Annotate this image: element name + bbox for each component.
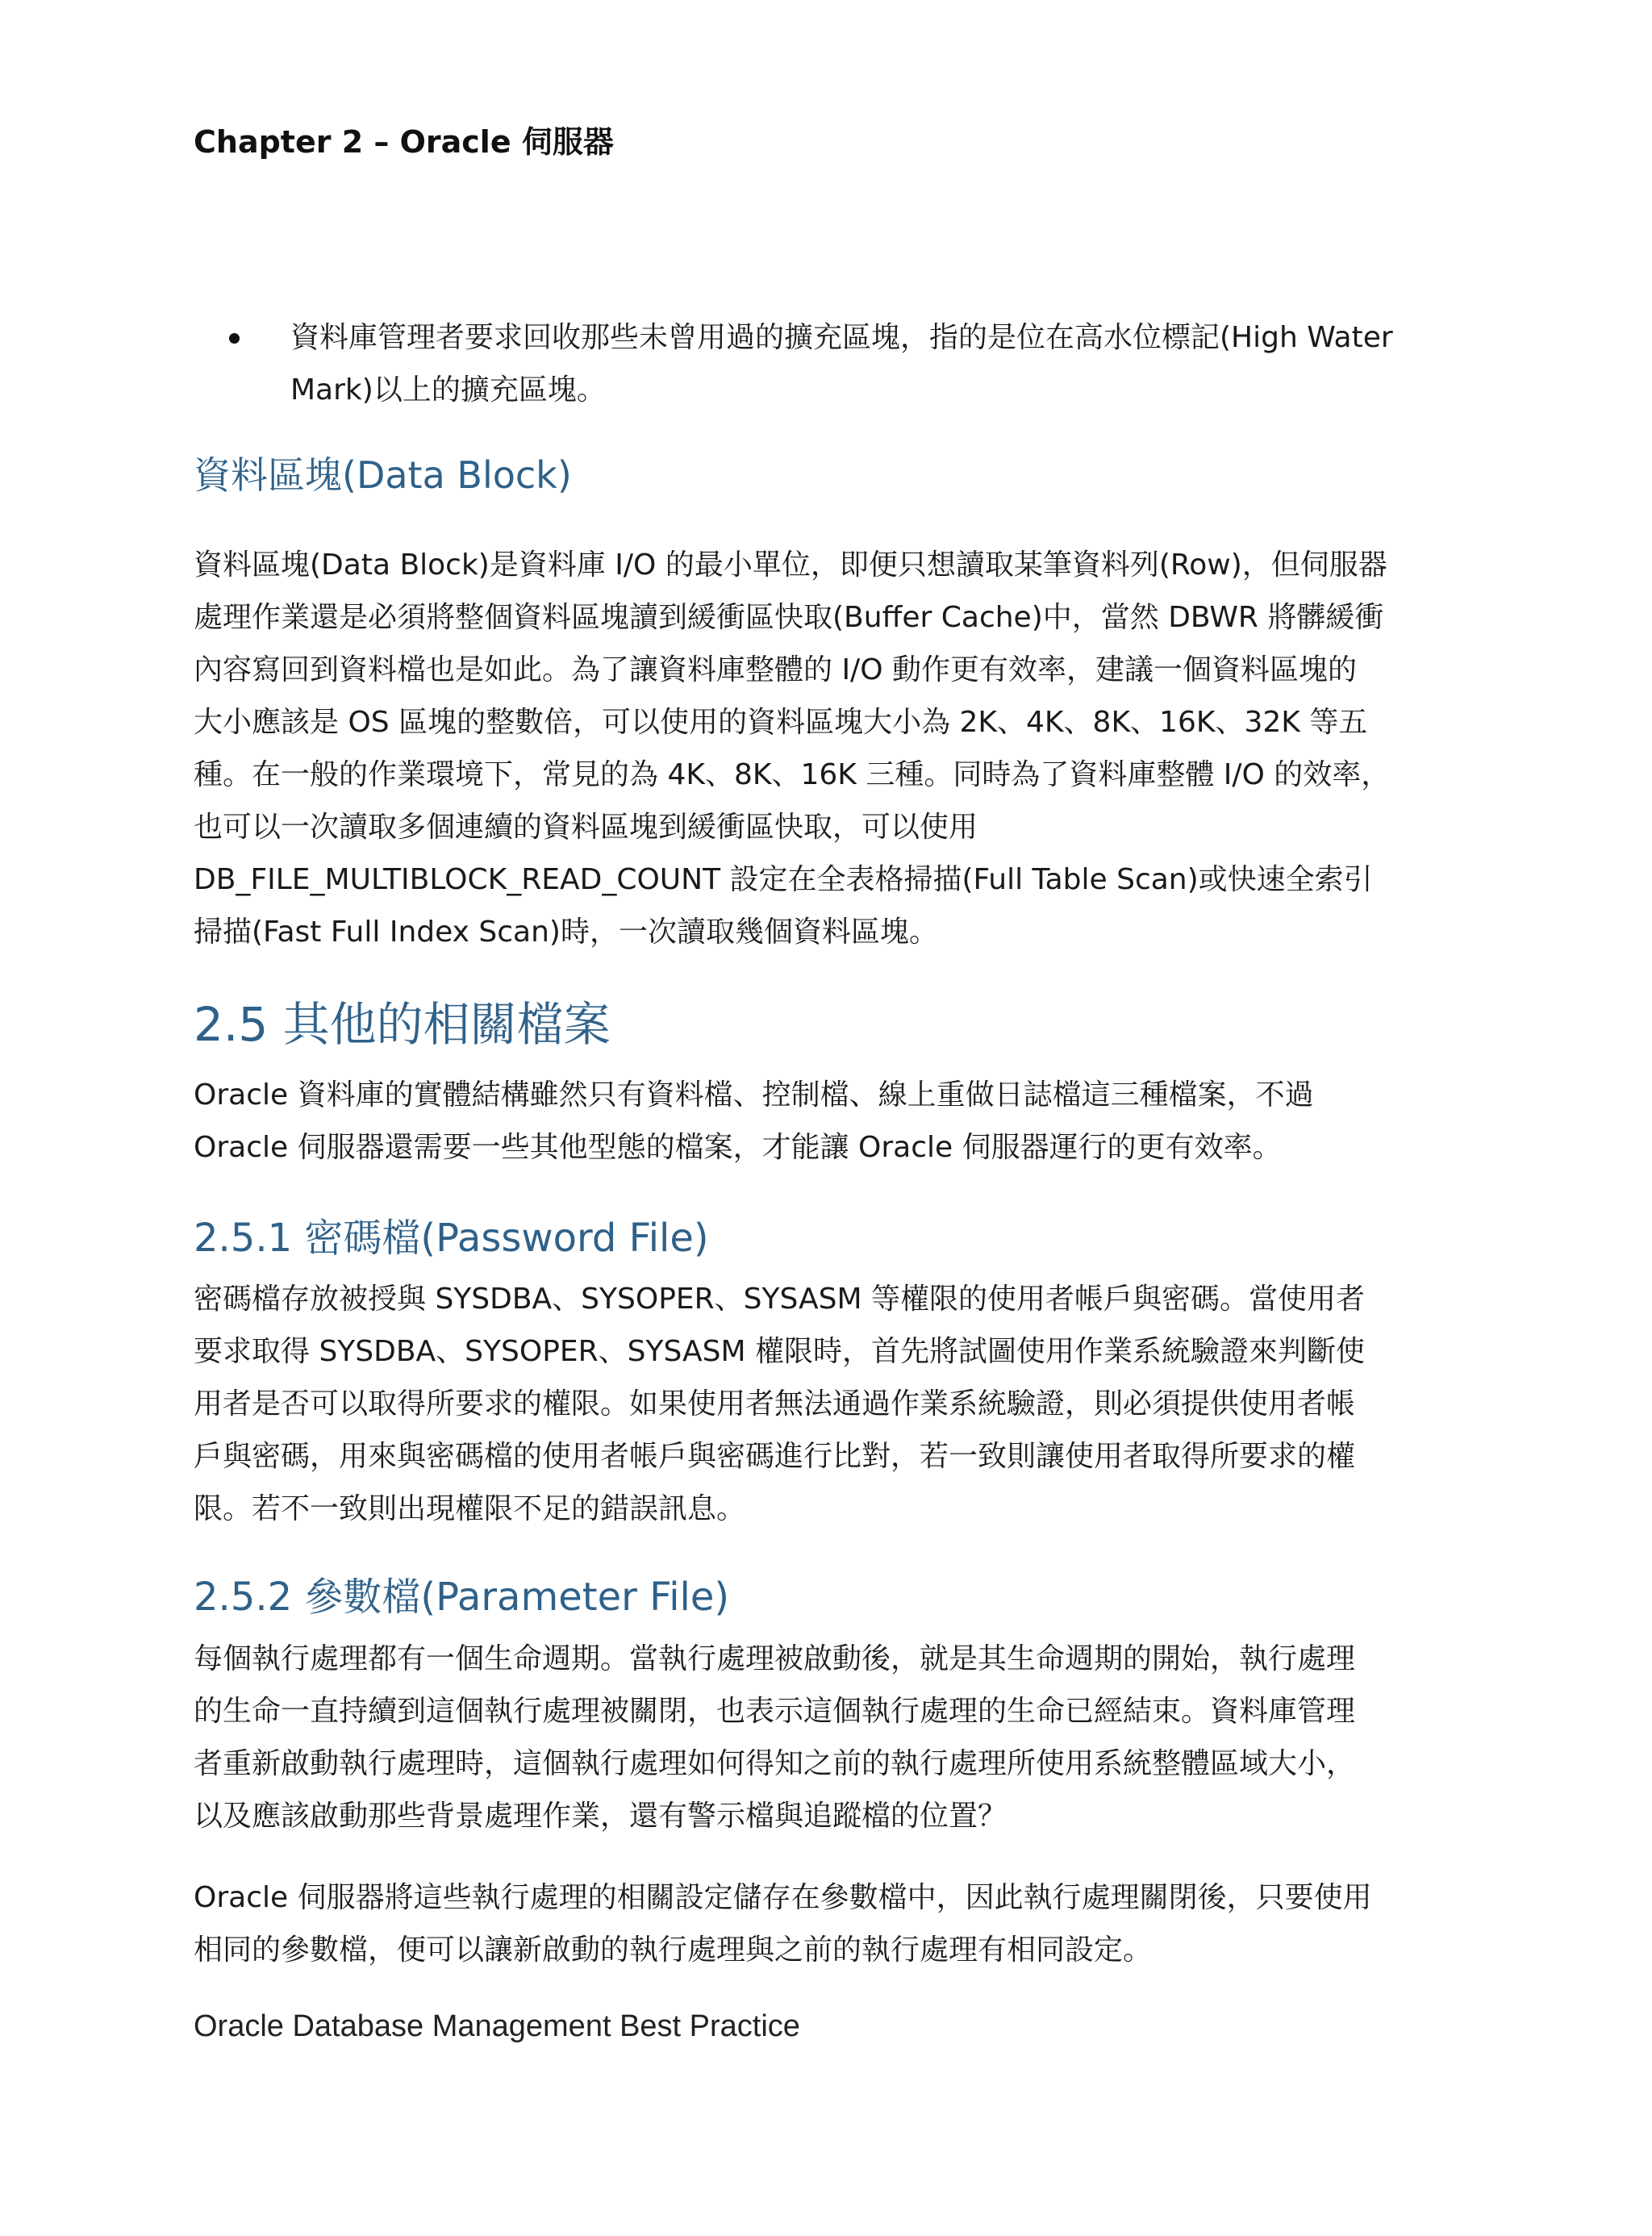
text-line: 戶與密碼，用來與密碼檔的使用者帳戶與密碼進行比對，若一致則讓使用者取得所要求的權 <box>194 1440 1356 1473</box>
paragraph-password-file <box>194 1273 1500 1535</box>
text-line: Oracle 伺服器將這些執行處理的相關設定儲存在參數檔中，因此執行處理關閉後，只要使用 <box>194 1881 1372 1914</box>
text-line: 也可以一次讀取多個連續的資料區塊到緩衝區快取，可以使用 <box>194 811 978 844</box>
text-line: 者重新啟動執行處理時，這個執行處理如何得知之前的執行處理所使用系統整體區域大小， <box>194 1747 1356 1780</box>
text-line: 密碼檔存放被授與 SYSDBA、SYSOPER、SYSASM 等權限的使用者帳戶與密碼。當使用者 <box>194 1283 1366 1316</box>
text-line: 處理作業還是必須將整個資料區塊讀到緩衝區快取(Buffer Cache)中，當然 DBWR 將髒緩衝 <box>194 601 1384 634</box>
bullet-item <box>194 311 1500 416</box>
heading-section-2-5-2: 2.5.2 參數檔(Parameter File) <box>194 1575 730 1620</box>
bullet-list <box>194 311 1500 416</box>
paragraph-section-2-5 <box>194 1069 1500 1174</box>
text-line: 要求取得 SYSDBA、SYSOPER、SYSASM 權限時，首先將試圖使用作業系統驗證來判斷使 <box>194 1335 1366 1368</box>
bullet-text <box>290 311 1500 416</box>
paragraph-parameter-file-1 <box>194 1633 1500 1842</box>
text-line: 資料庫管理者要求回收那些未曾用過的擴充區塊，指的是位在高水位標記(High Water <box>290 321 1393 354</box>
running-header: Chapter 2 – Oracle 伺服器 <box>194 124 614 160</box>
running-footer: Oracle Database Management Best Practice <box>194 2009 800 2043</box>
text-line: 以及應該啟動那些背景處理作業，還有警示檔與追蹤檔的位置？ <box>194 1800 1007 1833</box>
text-line: DB_FILE_MULTIBLOCK_READ_COUNT 設定在全表格掃描(Full Table Scan)或快速全索引 <box>194 863 1373 896</box>
text-line: 內容寫回到資料檔也是如此。為了讓資料庫整體的 I/O 動作更有效率，建議一個資料區塊的 <box>194 653 1357 686</box>
text-line: 限。若不一致則出現權限不足的錯誤訊息。 <box>194 1492 746 1525</box>
text-line: Mark)以上的擴充區塊。 <box>290 373 606 407</box>
heading-data-block: 資料區塊(Data Block) <box>194 453 572 497</box>
text-line: 大小應該是 OS 區塊的整數倍，可以使用的資料區塊大小為 2K、4K、8K、16K、32K 等五 <box>194 706 1368 739</box>
heading-section-2-5: 2.5 其他的相關檔案 <box>194 997 611 1052</box>
paragraph-parameter-file-2 <box>194 1871 1500 1976</box>
text-line: 資料區塊(Data Block)是資料庫 I/O 的最小單位，即便只想讀取某筆資料列(Row)，但伺服器 <box>194 549 1387 582</box>
text-line: 用者是否可以取得所要求的權限。如果使用者無法通過作業系統驗證，則必須提供使用者帳 <box>194 1387 1356 1420</box>
text-line: 每個執行處理都有一個生命週期。當執行處理被啟動後，就是其生命週期的開始，執行處理 <box>194 1642 1356 1675</box>
text-line: 種。在一般的作業環境下，常見的為 4K、8K、16K 三種。同時為了資料庫整體 I/O 的效率， <box>194 758 1391 791</box>
text-line: Oracle 資料庫的實體結構雖然只有資料檔、控制檔、線上重做日誌檔這三種檔案，不過 <box>194 1078 1314 1112</box>
bullet-dot-icon <box>229 333 240 344</box>
text-line: 掃描(Fast Full Index Scan)時，一次讀取幾個資料區塊。 <box>194 916 938 949</box>
text-line: 的生命一直持續到這個執行處理被關閉，也表示這個執行處理的生命已經結束。資料庫管理 <box>194 1695 1356 1728</box>
text-line: 相同的參數檔，便可以讓新啟動的執行處理與之前的執行處理有相同設定。 <box>194 1934 1153 1967</box>
text-line: Oracle 伺服器還需要一些其他型態的檔案，才能讓 Oracle 伺服器運行的更有效率。 <box>194 1131 1282 1164</box>
heading-section-2-5-1: 2.5.1 密碼檔(Password File) <box>194 1216 709 1261</box>
paragraph-data-block <box>194 539 1500 958</box>
